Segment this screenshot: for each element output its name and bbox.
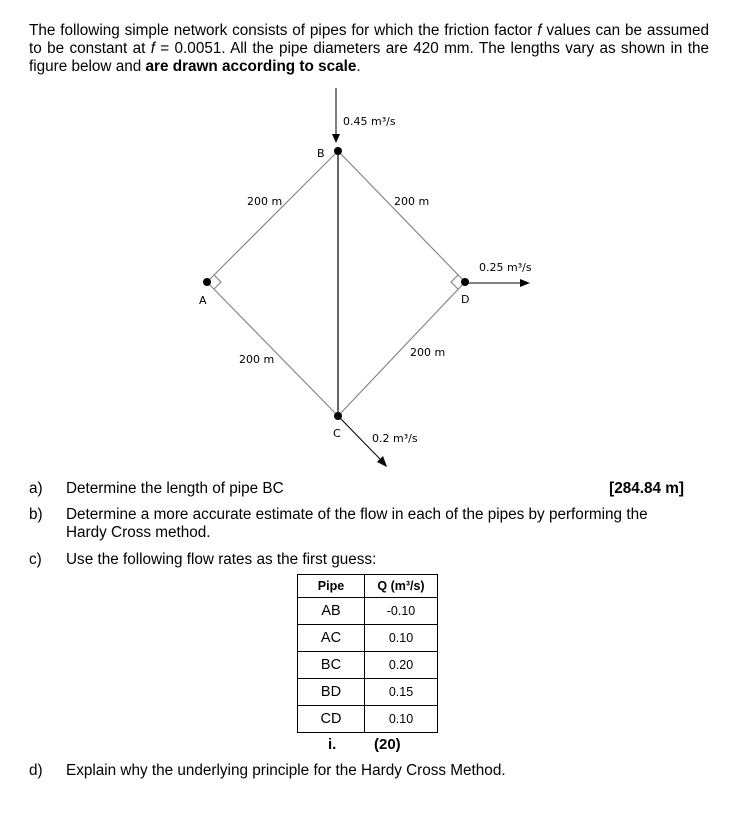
right-angle-marker-d: [451, 275, 458, 289]
flow-label-inflow-b: 0.45 m³/s: [343, 115, 396, 128]
table-cell-q: -0.10: [365, 598, 438, 625]
flow-label-outflow-d: 0.25 m³/s: [479, 261, 532, 274]
question-text: Use the following flow rates as the first guess:: [66, 551, 377, 568]
flow-label-outflow-c: 0.2 m³/s: [372, 432, 418, 445]
question-letter: a): [29, 480, 43, 497]
pipe-bd: [338, 151, 465, 282]
table-row: [298, 679, 438, 706]
length-label-ac: 200 m: [239, 353, 275, 366]
table-header-row: [298, 575, 438, 598]
footer-marks: (20): [374, 736, 401, 753]
pipe-ab: [207, 151, 338, 282]
length-label-bd: 200 m: [394, 195, 430, 208]
right-angle-marker-a: [214, 275, 221, 289]
length-label-ab: 200 m: [247, 195, 283, 208]
node-label-b: B: [317, 147, 325, 160]
table-cell-q: 0.15: [365, 679, 438, 706]
scale-emphasis: are drawn according to scale: [145, 58, 357, 75]
node-a-dot: [203, 278, 211, 286]
friction-symbol-2: f: [150, 40, 155, 57]
node-label-d: D: [461, 293, 470, 306]
table-cell-q: 0.10: [365, 706, 438, 733]
intro-paragraph: The following simple network consists of pipes for which the friction factor f values can be assumed to be constant at f = 0.0051. All the pipe diameters are 420 mm. The lengths vary as shown in the figure below and are drawn according to scale.: [29, 22, 709, 75]
pipe-ac: [207, 282, 338, 416]
answer-badge: [284.84 m]: [609, 480, 684, 497]
table-row: [298, 706, 438, 733]
friction-symbol: f: [537, 22, 542, 39]
table-header-pipe: Pipe: [298, 575, 365, 598]
pipe-cd: [338, 282, 465, 416]
outflow-arrowhead-d: [520, 279, 530, 287]
table-cell-pipe: BC: [298, 652, 365, 679]
table-cell-q: 0.20: [365, 652, 438, 679]
question-letter: b): [29, 506, 43, 523]
question-text: Explain why the underlying principle for the Hardy Cross Method.: [66, 762, 506, 779]
table-row: [298, 598, 438, 625]
table-cell-pipe: AB: [298, 598, 365, 625]
node-d-dot: [461, 278, 469, 286]
question-letter: c): [29, 551, 42, 568]
inflow-arrowhead-b: [332, 134, 340, 143]
question-text: Determine the length of pipe BC: [66, 480, 284, 497]
first-guess-flow-table: [297, 574, 438, 733]
table-cell-pipe: CD: [298, 706, 365, 733]
question-text: Determine a more accurate estimate of the flow in each of the pipes by performing the Hardy Cross method.: [66, 506, 648, 541]
node-label-a: A: [199, 294, 207, 307]
node-b-dot: [334, 147, 342, 155]
table-cell-pipe: AC: [298, 625, 365, 652]
table-cell-pipe: BD: [298, 679, 365, 706]
table-cell-q: 0.10: [365, 625, 438, 652]
question-letter: d): [29, 762, 43, 779]
table-header-q: Q (m³/s): [365, 575, 438, 598]
table-row: [298, 652, 438, 679]
node-label-c: C: [333, 427, 341, 440]
length-label-cd: 200 m: [410, 346, 446, 359]
table-row: [298, 625, 438, 652]
footer-roman-numeral: i.: [328, 736, 337, 753]
